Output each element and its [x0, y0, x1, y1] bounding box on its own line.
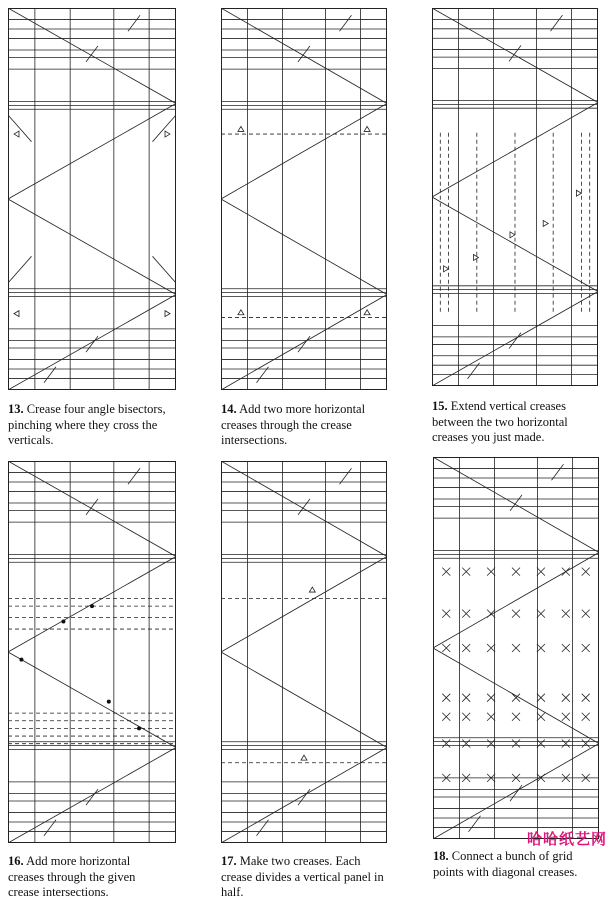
paper-border [9, 9, 176, 390]
zigzag-crease [433, 744, 599, 840]
zigzag-crease [433, 457, 599, 553]
zigzag-crease [221, 557, 387, 653]
step-text: Add two more horizontal creases through the crease intersections. [221, 402, 366, 447]
zigzag-crease [221, 295, 387, 391]
fold-arrow-icon [309, 587, 315, 592]
fold-arrow-icon [543, 220, 548, 226]
watermark-logo: 哈哈纸艺网 [526, 830, 607, 848]
step-text: Connect a bunch of grid points with diagonal creases. [433, 849, 578, 879]
pinch-mark [509, 333, 521, 349]
step-text: Add more horizontal creases through the given crease intersections. [8, 854, 136, 899]
step-text: Extend vertical creases between the two horizontal creases you just made. [432, 399, 568, 444]
intersection-dot [107, 700, 111, 704]
angle-bisector [152, 115, 176, 142]
fold-arrow-icon [576, 190, 581, 196]
fold-arrow-icon [364, 126, 370, 131]
diagram-step-16 [8, 461, 176, 843]
pinch-mark [86, 46, 98, 62]
zigzag-crease [221, 652, 387, 748]
zigzag-crease [432, 8, 598, 103]
crease-pattern-16 [8, 461, 176, 843]
fold-arrow-icon [510, 232, 515, 238]
crease-pattern-17 [221, 461, 387, 843]
step-number: 14. [221, 402, 237, 416]
fold-arrow-icon [165, 131, 170, 137]
zigzag-crease [221, 8, 387, 104]
zigzag-crease [433, 553, 599, 649]
caption-step-14 [221, 402, 389, 449]
zigzag-crease [8, 295, 176, 391]
fold-arrow-icon [301, 755, 307, 760]
angle-bisector [8, 256, 32, 283]
zigzag-crease [433, 648, 599, 744]
step-number: 17. [221, 854, 237, 868]
intersection-dot [90, 604, 94, 608]
fold-arrow-icon [238, 310, 244, 315]
intersection-dot [19, 658, 23, 662]
diagram-step-15 [432, 8, 598, 386]
fold-arrow-icon [14, 131, 19, 137]
diagram-step-13 [8, 8, 176, 390]
fold-arrow-icon [14, 311, 19, 317]
step-text: Crease four angle bisectors, pinching where they cross the verticals. [8, 402, 166, 447]
diagram-step-18 [433, 457, 599, 839]
fold-arrow-icon [165, 311, 170, 317]
angle-bisector [152, 256, 176, 283]
zigzag-crease [8, 652, 176, 748]
caption-step-15 [432, 399, 602, 446]
zigzag-crease [432, 292, 598, 387]
zigzag-crease [221, 748, 387, 844]
step-text: Make two creases. Each crease divides a vertical panel in half. [221, 854, 384, 899]
zigzag-crease [221, 104, 387, 200]
crease-pattern-14 [221, 8, 387, 390]
caption-step-13 [8, 402, 183, 449]
diagram-step-14 [221, 8, 387, 390]
step-number: 18. [433, 849, 449, 863]
intersection-dot [137, 726, 141, 730]
pinch-mark [510, 785, 522, 801]
step-number: 16. [8, 854, 24, 868]
zigzag-crease [221, 199, 387, 295]
fold-arrow-icon [238, 126, 244, 131]
zigzag-crease [8, 8, 176, 104]
pinch-mark [86, 499, 98, 515]
pinch-mark [86, 789, 98, 805]
pinch-mark [298, 499, 310, 515]
paper-border [9, 462, 176, 843]
fold-arrow-icon [473, 254, 478, 260]
zigzag-crease [221, 461, 387, 557]
fold-arrow-icon [364, 310, 370, 315]
paper-border [222, 462, 387, 843]
pinch-mark [510, 495, 522, 511]
zigzag-crease [8, 199, 176, 295]
zigzag-crease [8, 104, 176, 200]
intersection-dot [61, 619, 65, 623]
pinch-mark [298, 336, 310, 352]
pinch-mark [298, 46, 310, 62]
zigzag-crease [8, 461, 176, 557]
pinch-mark [509, 45, 521, 61]
pinch-mark [86, 336, 98, 352]
caption-step-16 [8, 854, 168, 901]
crease-pattern-13 [8, 8, 176, 390]
crease-pattern-18 [433, 457, 599, 839]
fold-arrow-icon [444, 266, 449, 272]
caption-step-17 [221, 854, 389, 901]
angle-bisector [8, 115, 32, 142]
diagram-step-17 [221, 461, 387, 843]
step-number: 13. [8, 402, 24, 416]
paper-border [222, 9, 387, 390]
crease-pattern-15 [432, 8, 598, 386]
zigzag-crease [8, 748, 176, 844]
pinch-mark [298, 789, 310, 805]
step-number: 15. [432, 399, 448, 413]
